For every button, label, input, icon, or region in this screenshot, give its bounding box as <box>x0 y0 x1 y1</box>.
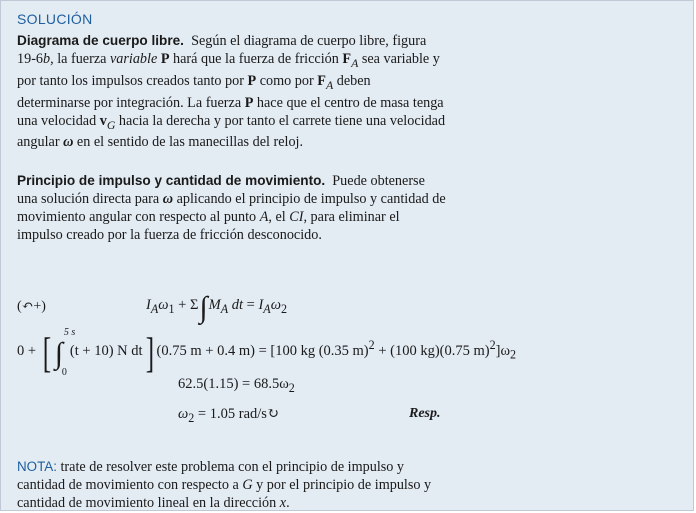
symbol-G: G <box>242 477 253 493</box>
symbol-A: A <box>259 209 269 225</box>
section-title: SOLUCIÓN <box>17 11 93 27</box>
text: , el <box>268 209 290 225</box>
eq-subscript: 2 <box>510 347 517 362</box>
text: aplicando el principio de impulso y cantidad de movimiento angular con respecto al punto <box>17 191 446 225</box>
symbol-F: F <box>317 72 326 89</box>
clockwise-arrow-icon: ↻ <box>266 406 280 422</box>
eq-equals: = <box>242 376 251 392</box>
eq-subscript: 2 <box>288 380 295 395</box>
eq-term: 68.5ω <box>253 376 289 392</box>
eq-subscript: 2 <box>280 301 287 316</box>
eq-equals: = <box>258 342 267 359</box>
eq-subscript: 1 <box>168 301 175 316</box>
text: en el sentido de las manecillas del reloj. <box>73 134 304 151</box>
eq-term: + (100 kg)(0.75 m) <box>374 342 490 359</box>
lower-limit: 0 <box>61 366 67 378</box>
eq-term: [100 kg (0.35 m) <box>270 342 369 359</box>
eq-subscript: 2 <box>188 410 195 425</box>
symbol-P: P <box>160 51 170 67</box>
eq-term: dt <box>231 297 244 313</box>
right-bracket: ] <box>145 330 154 377</box>
text: como por <box>256 72 318 89</box>
note-heading: NOTA: <box>17 459 57 474</box>
text: . <box>286 495 290 511</box>
upper-limit: 5 s <box>63 326 76 338</box>
subscript: G <box>106 117 116 132</box>
free-body-paragraph <box>17 32 447 151</box>
eq-term: ω <box>158 297 169 313</box>
eq-term: 62.5(1.15) <box>178 376 239 392</box>
note-paragraph <box>17 458 447 512</box>
symbol-omega: ω <box>63 134 74 151</box>
symbol-P: P <box>244 94 254 111</box>
equation-substituted <box>17 326 517 378</box>
symbol-F: F <box>342 51 352 67</box>
symbol-CI: CI <box>289 209 304 225</box>
eq-term: ω <box>270 297 281 313</box>
equation-impulse-momentum <box>146 291 287 324</box>
symbol-v: v <box>99 112 107 129</box>
eq-term: (0.75 m + 0.4 m) <box>156 342 255 359</box>
text: hacia la derecha y por tanto el carrete tiene una velocidad angular <box>17 112 446 151</box>
text: , para eliminar el impulso creado por la fuerza de fricción desconocido. <box>17 209 400 243</box>
integral-sign: ∫ <box>54 336 63 370</box>
answer-label: Resp. <box>409 406 441 421</box>
eq-term: 1.05 rad/s <box>209 406 267 422</box>
subscript: A <box>325 77 334 92</box>
eq-term: I <box>146 297 151 313</box>
text: Puede obtenerse una solución directa para <box>17 173 425 207</box>
eq-superscript: 2 <box>489 338 496 352</box>
impulse-heading: Principio de impulso y cantidad de movimiento. <box>17 173 326 188</box>
text: b <box>43 51 51 67</box>
eq-subscript: A <box>220 301 229 316</box>
free-body-heading: Diagrama de cuerpo libre. <box>17 33 184 48</box>
eq-superscript: 2 <box>368 338 375 352</box>
subscript: A <box>351 55 359 70</box>
text: trate de resolver este problema con el principio de impulso y cantidad de movimiento con respecto a <box>17 459 405 493</box>
symbol-omega: ω <box>162 191 174 207</box>
equation-numeric <box>178 376 295 396</box>
eq-equals: = <box>246 297 255 313</box>
eq-term: 0 + <box>17 342 37 359</box>
left-bracket: [ <box>42 330 51 377</box>
text: hará que la fuerza de fricción <box>169 51 343 67</box>
impulse-paragraph <box>17 172 447 244</box>
text: variable <box>109 51 158 67</box>
equation-result <box>178 406 279 426</box>
symbol-x: x <box>279 495 287 511</box>
eq-term: ]ω <box>495 342 511 359</box>
text: y por el principio de impulso y cantidad de movimiento lineal en la dirección <box>17 477 432 511</box>
symbol-P: P <box>247 72 257 89</box>
text: Según el diagrama de cuerpo libre, figura 19-6 <box>17 33 427 67</box>
eq-subscript: A <box>263 301 271 316</box>
eq-subscript: A <box>150 301 159 316</box>
eq-term: ω <box>178 406 189 422</box>
integral-sign: ∫ <box>199 291 208 324</box>
text: deben determinarse por integración. La fuerza <box>17 72 371 111</box>
eq-term: (t + 10) N dt <box>69 342 143 359</box>
eq-term: I <box>258 297 264 313</box>
eq-term: + Σ <box>178 297 199 313</box>
text: , la fuerza <box>50 51 110 67</box>
eq-equals: = <box>197 406 207 422</box>
sign-convention-label: (↶+) <box>17 299 46 314</box>
text: sea variable y por tanto los impulsos creados tanto por <box>17 51 440 89</box>
eq-term: M <box>208 297 221 313</box>
text: hace que el centro de masa tenga una velocidad <box>17 94 444 129</box>
